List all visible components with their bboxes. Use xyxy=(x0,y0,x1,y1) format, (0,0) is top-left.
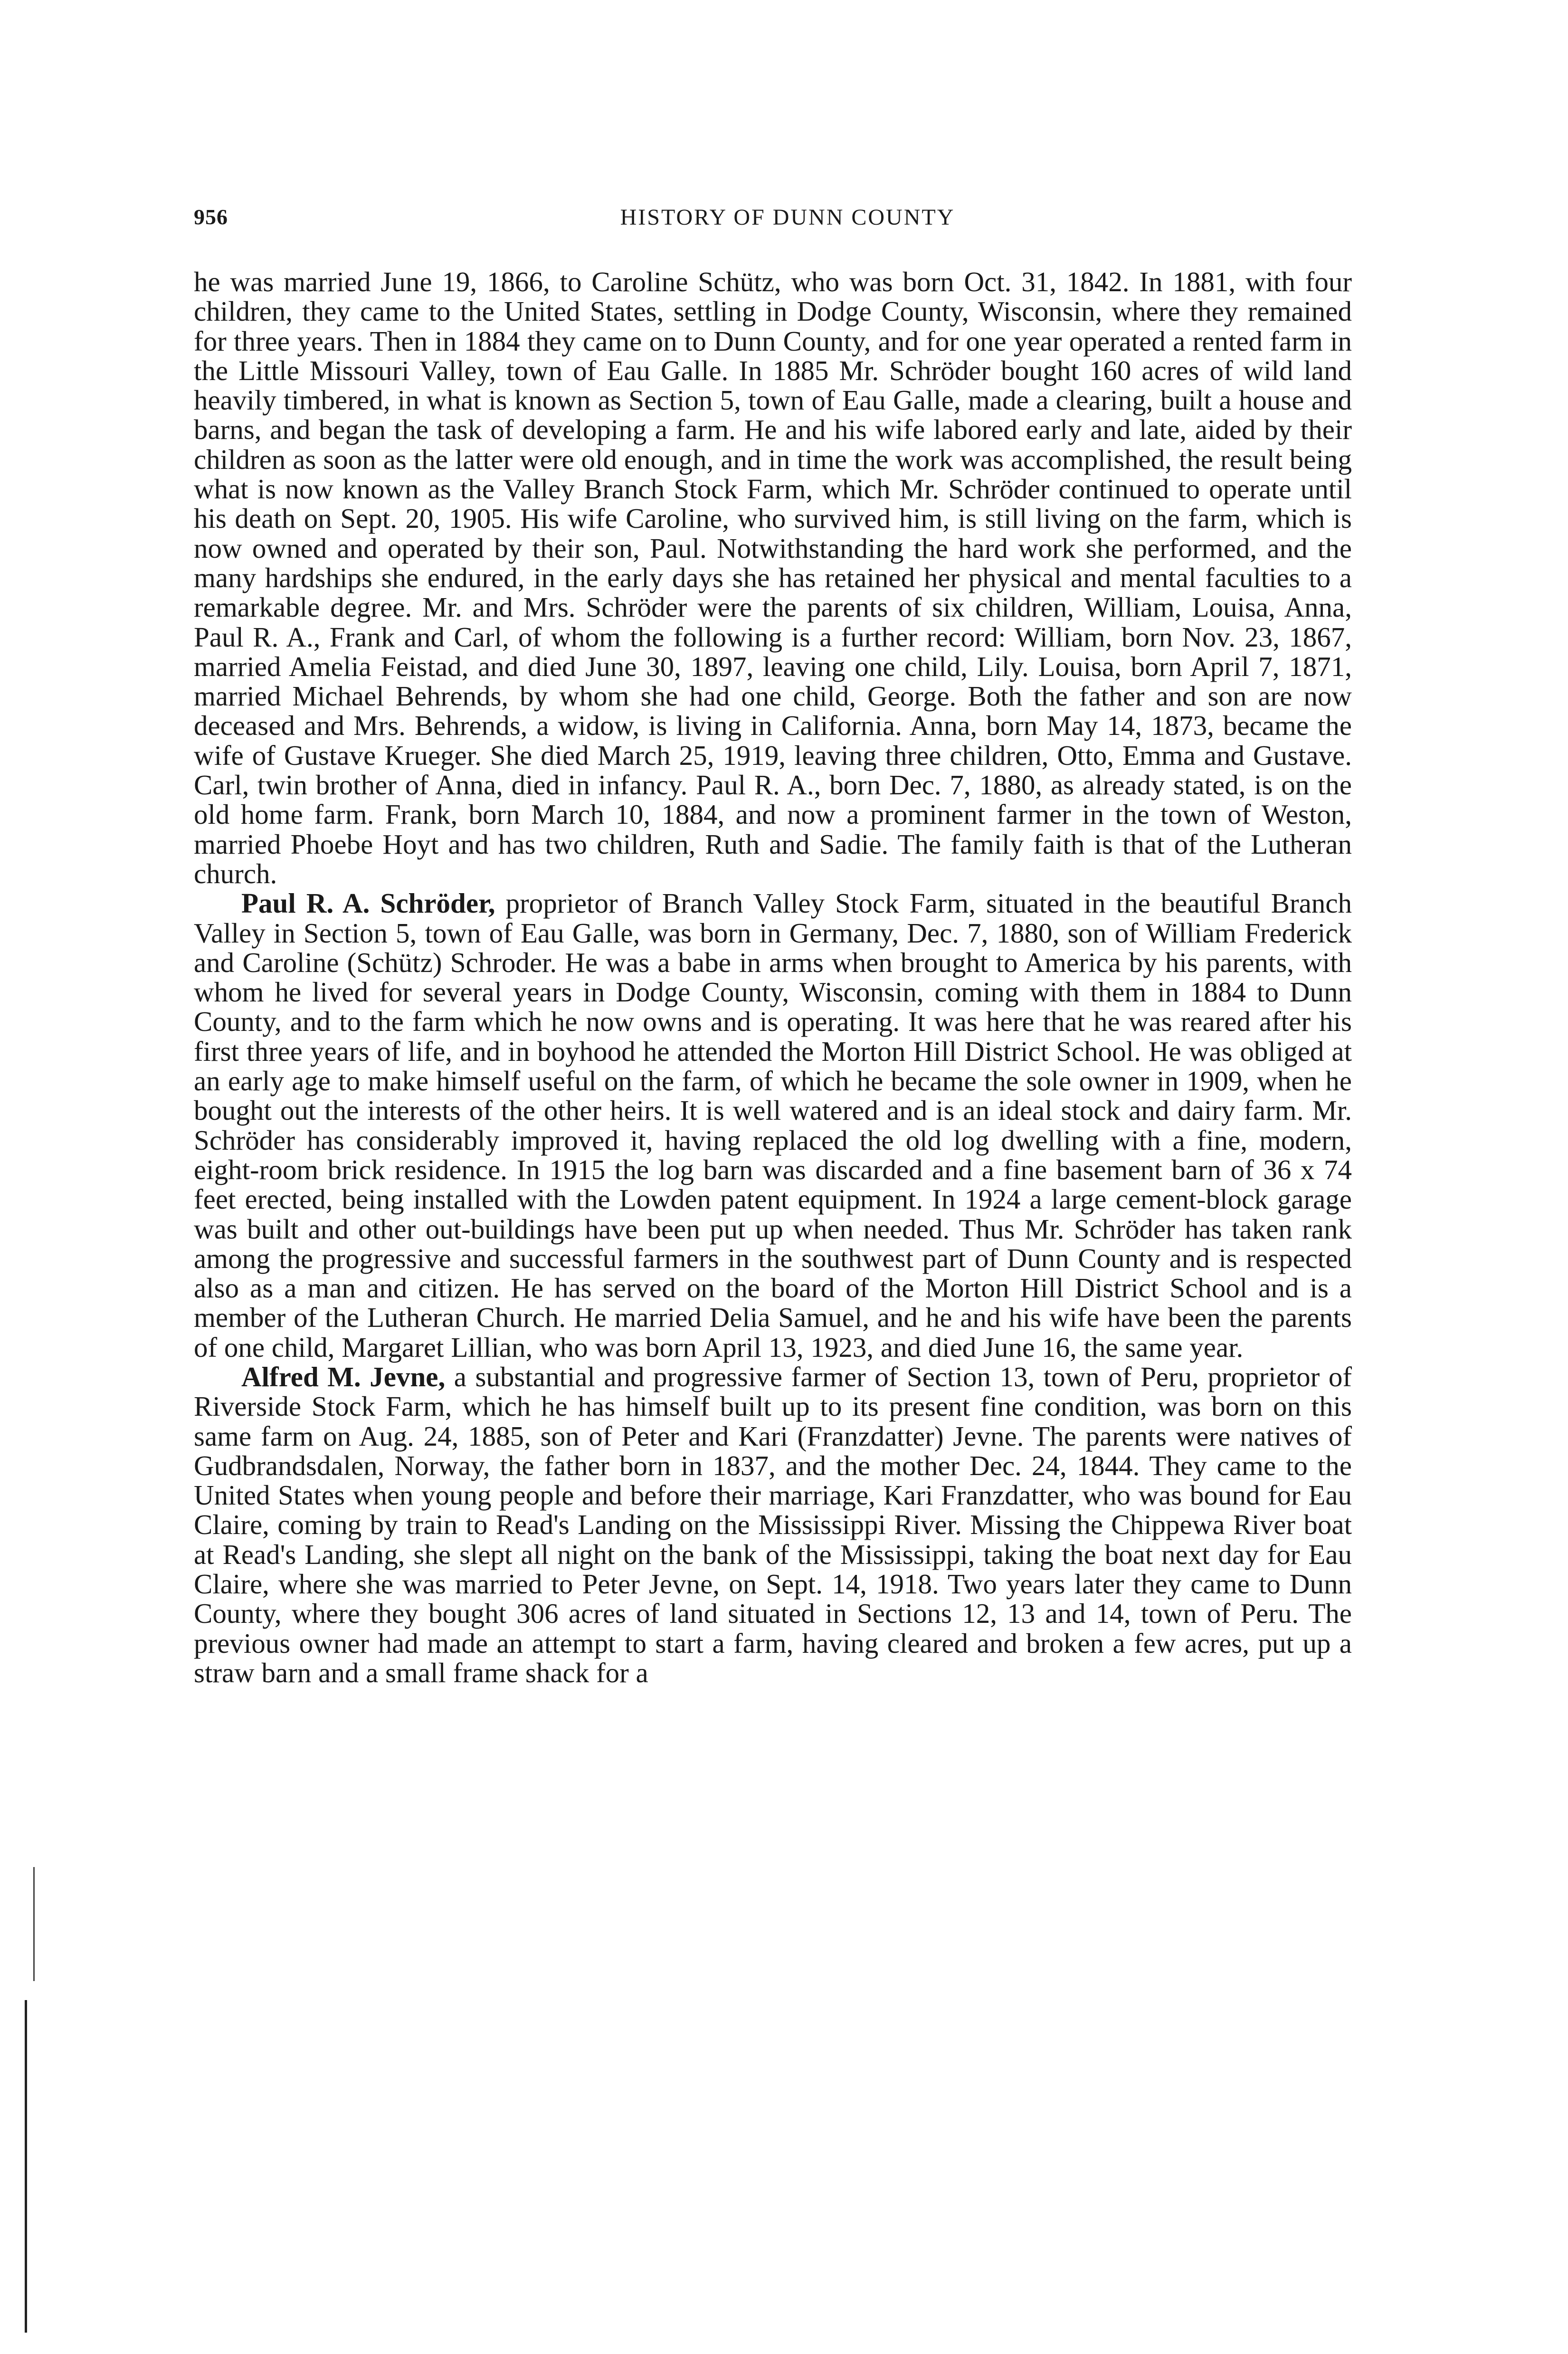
running-head: HISTORY OF DUNN COUNTY xyxy=(620,205,955,230)
page-number: 956 xyxy=(194,205,228,229)
scan-margin-line xyxy=(25,2000,27,2333)
page-body xyxy=(194,267,1352,1687)
biography-name: Alfred M. Jevne, xyxy=(241,1361,446,1392)
paragraph-paul-schroder xyxy=(194,888,1352,1362)
paragraph-text: proprietor of Branch Valley Stock Farm, situated in the beautiful Branch Valley in Section 5, town of Eau Galle, was born in Germany, Dec. 7, 1880, son of William Frederick and Caroline (Schütz) Schroder. He was a babe in arms when brought to America by his parents, with whom he lived for several years in Dodge County, Wisconsin, coming with them in 1884 to Dunn County, and to the farm which he now owns and is operating. It was here that he was reared after his first three years of life, and in boyhood he attended the Morton Hill District School. He was obliged at an early age to make himself useful on the farm, of which he became the sole owner in 1909, when he bought out the interests of the other heirs. It is well watered and is an ideal stock and dairy farm. Mr. Schröder has considerably improved it, having replaced the old log dwelling with a fine, modern, eight-room brick residence. In 1915 the log barn was discarded and a fine basement barn of 36 x 74 feet erected, being installed with the Lowden patent equipment. In 1924 a large cement-block garage was built and other out-buildings have been put up when needed. Thus Mr. Schröder has taken rank among the progressive and successful farmers in the southwest part of Dunn County and is respected also as a man and citizen. He has served on the board of the Morton Hill District School and is a member of the Lutheran Church. He married Delia Samuel, and he and his wife have been the parents of one child, Margaret Lillian, who was born April 13, 1923, and died June 16, the same year. xyxy=(194,887,1352,1363)
biography-name: Paul R. A. Schröder, xyxy=(241,887,495,919)
paragraph-text: he was married June 19, 1866, to Caroline Schütz, who was born Oct. 31, 1842. In 1881, with four children, they came to the United States, settling in Dodge County, Wisconsin, where they remained for three years. Then in 1884 they came on to Dunn County, and for one year operated a rented farm in the Little Missouri Valley, town of Eau Galle. In 1885 Mr. Schröder bought 160 acres of wild land heavily timbered, in what is known as Section 5, town of Eau Galle, made a clearing, built a house and barns, and began the task of developing a farm. He and his wife labored early and late, aided by their children as soon as the latter were old enough, and in time the work was accomplished, the result being what is now known as the Valley Branch Stock Farm, which Mr. Schröder continued to operate until his death on Sept. 20, 1905. His wife Caroline, who survived him, is still living on the farm, which is now owned and operated by their son, Paul. Notwithstanding the hard work she performed, and the many hardships she endured, in the early days she has retained her physical and mental faculties to a remarkable degree. Mr. and Mrs. Schröder were the parents of six children, William, Louisa, Anna, Paul R. A., Frank and Carl, of whom the following is a further record: William, born Nov. 23, 1867, married Amelia Feistad, and died June 30, 1897, leaving one child, Lily. Louisa, born April 7, 1871, married Michael Behrends, by whom she had one child, George. Both the father and son are now deceased and Mrs. Behrends, a widow, is living in California. Anna, born May 14, 1873, became the wife of Gustave Krueger. She died March 25, 1919, leaving three children, Otto, Emma and Gustave. Carl, twin brother of Anna, died in infancy. Paul R. A., born Dec. 7, 1880, as already stated, is on the old home farm. Frank, born March 10, 1884, and now a prominent farmer in the town of Weston, married Phoebe Hoyt and has two children, Ruth and Sadie. The family faith is that of the Lutheran church. xyxy=(194,266,1352,889)
page-header xyxy=(194,204,1381,242)
paragraph-alfred-jevne xyxy=(194,1362,1352,1687)
scan-margin-line xyxy=(33,1867,35,1981)
paragraph-text: a substantial and progressive farmer of Section 13, town of Peru, proprietor of Riverside Stock Farm, which he has himself built up to its present fine condition, was born on this same farm on Aug. 24, 1885, son of Peter and Kari (Franzdatter) Jevne. The parents were natives of Gudbrandsdalen, Norway, the father born in 1837, and the mother Dec. 24, 1844. They came to the United States when young people and before their marriage, Kari Franzdatter, who was bound for Eau Claire, coming by train to Read's Landing on the Mississippi River. Missing the Chippewa River boat at Read's Landing, she slept all night on the bank of the Mississippi, taking the boat next day for Eau Claire, where she was married to Peter Jevne, on Sept. 14, 1918. Two years later they came to Dunn County, where they bought 306 acres of land situated in Sections 12, 13 and 14, town of Peru. The previous owner had made an attempt to start a farm, having cleared and broken a few acres, put up a straw barn and a small frame shack for a xyxy=(194,1361,1352,1688)
paragraph-schroder-family xyxy=(194,267,1352,888)
